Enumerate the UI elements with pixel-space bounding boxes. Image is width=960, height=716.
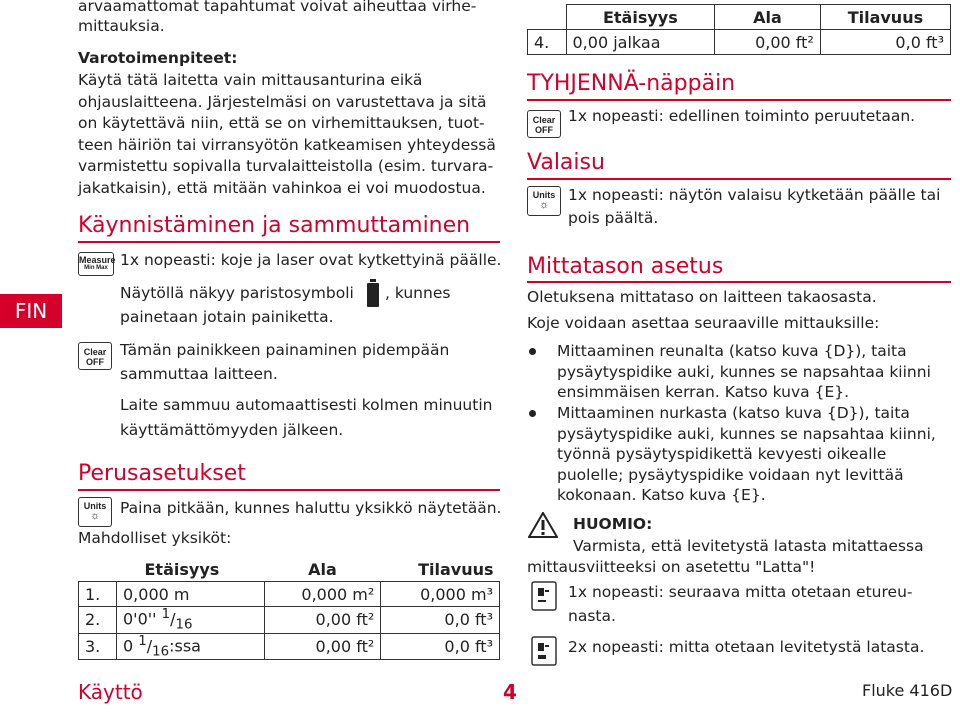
header-area: Ala	[715, 5, 821, 30]
section-title-light: Valaisu	[527, 150, 605, 175]
battery-icon	[367, 283, 379, 307]
bullet-icon	[529, 348, 536, 355]
light-text: 1x nopeasti: näytön valaisu kytketään päälle tai pois päältä.	[568, 186, 941, 227]
product-name: Fluke 416D	[862, 681, 953, 700]
precautions-text: Käytä tätä laitetta vain mittausanturina eikä ohjauslaitteena. Järjestelmäsi on varustettava ja sitä on käytettävä niin, että se on virhemittauksen, tuot- teen häiriön tai virransyötön katkeamisen yhteydessä varmistettu sopivalla turvalaitteistolla (esim. turvara- jakatkaisin), että mitään vahinkoa ei voi muodostua.	[78, 71, 496, 197]
note-title: HUOMIO:	[573, 515, 653, 533]
section-rule	[527, 281, 951, 283]
units-table-continued	[527, 4, 951, 55]
warning-icon	[528, 512, 558, 538]
header-distance: Etäisyys	[566, 5, 715, 30]
units-button-icon: Units ☼	[78, 497, 112, 527]
measure-button-icon: Measure Min Max	[78, 252, 114, 276]
power-off-text: Tämän painikkeen painaminen pidempään sammuttaa laitteen.	[120, 341, 450, 383]
footer-section: Käyttö	[78, 680, 143, 704]
table-row: 3. 0 $^1/_{16}:ssa$ 0,00 ft² 0,0 ft³	[79, 633, 500, 660]
battery-text-2: painetaan jotain painiketta.	[120, 308, 334, 326]
note-text-2: mittausviitteeksi on asetettu "Latta"!	[527, 558, 816, 576]
table-row: 2. 0'0'' $^1/_{16}$ 0,00 ft² 0,0 ft³	[79, 607, 500, 634]
sun-icon: ☼	[89, 510, 101, 522]
section-rule	[78, 489, 500, 491]
reference-latch-icon	[531, 636, 557, 666]
section-rule	[78, 241, 500, 243]
power-on-text: 1x nopeasti: koje ja laser ovat kytkettyinä päälle.	[120, 251, 502, 269]
section-rule	[527, 178, 951, 180]
reference-step-2: 2x nopeasti: mitta otetaan levitetystä latasta.	[568, 638, 925, 656]
reference-step-1: 1x nopeasti: seuraava mitta otetaan etureu- nasta.	[568, 583, 913, 625]
header-distance: Etäisyys	[144, 559, 220, 579]
header-volume: Tilavuus	[418, 559, 494, 579]
units-button-icon: Units ☼	[527, 186, 561, 216]
table-header-row	[528, 5, 951, 30]
reference-front-icon	[531, 581, 557, 611]
intro-text: arvaamattomat tapahtumat voivat aiheuttaa virhe- mittauksia.	[78, 0, 477, 35]
sun-icon: ☼	[538, 199, 550, 211]
note-text: Varmista, että levitetystä latasta mitattaessa	[573, 537, 924, 555]
clear-text: 1x nopeasti: edellinen toiminto peruutetaan.	[568, 107, 916, 125]
section-title-clear: TYHJENNÄ-näppäin	[527, 71, 736, 96]
table-row: 4. 0,00 jalkaa 0,00 ft² 0,0 ft³	[528, 30, 951, 55]
list-item: Mittaaminen reunalta (katso kuva {D}), taita pysäytyspidike auki, kunnes se napsahtaa kiinni ensimmäisen kerran. Katso kuva {E}.	[557, 342, 931, 401]
level-intro: Oletuksena mittataso on laitteen takaosasta.	[527, 288, 877, 306]
precautions-title: Varotoimenpiteet:	[78, 49, 238, 67]
clear-button-icon: Clear OFF	[527, 110, 561, 138]
section-title-level: Mittatason asetus	[527, 254, 724, 279]
section-title-power: Käynnistäminen ja sammuttaminen	[78, 213, 471, 238]
language-tab: FIN	[0, 294, 62, 328]
header-area: Ala	[308, 559, 337, 579]
header-volume: Tilavuus	[820, 5, 950, 30]
section-title-settings: Perusasetukset	[78, 461, 246, 486]
units-table	[78, 557, 500, 660]
clear-button-icon: Clear OFF	[78, 342, 112, 370]
page-number: 4	[503, 680, 517, 704]
units-label: Mahdolliset yksiköt:	[78, 529, 232, 547]
list-item: Mittaaminen nurkasta (katso kuva {D}), taita pysäytyspidike auki, kunnes se napsahtaa kiinni, työnnä pysäytyspidikettä kevyesti oikealle puolelle; pysäytyspidike voidaan nyt levittää kokonaan. Katso kuva {E}.	[557, 404, 936, 504]
battery-text: Näytöllä näkyy paristosymboli	[120, 284, 354, 302]
table-header-row	[79, 557, 500, 582]
section-rule	[527, 99, 951, 101]
battery-text-end: , kunnes	[385, 284, 451, 302]
table-row: 1. 0,000 m 0,000 m² 0,000 m³	[79, 582, 500, 607]
level-intro-2: Koje voidaan asettaa seuraaville mittauksille:	[527, 314, 880, 332]
units-text: Paina pitkään, kunnes haluttu yksikkö näytetään.	[120, 499, 502, 517]
bullet-icon	[529, 410, 536, 417]
auto-off-text: Laite sammuu automaattisesti kolmen minuutin käyttämättömyyden jälkeen.	[120, 396, 493, 439]
